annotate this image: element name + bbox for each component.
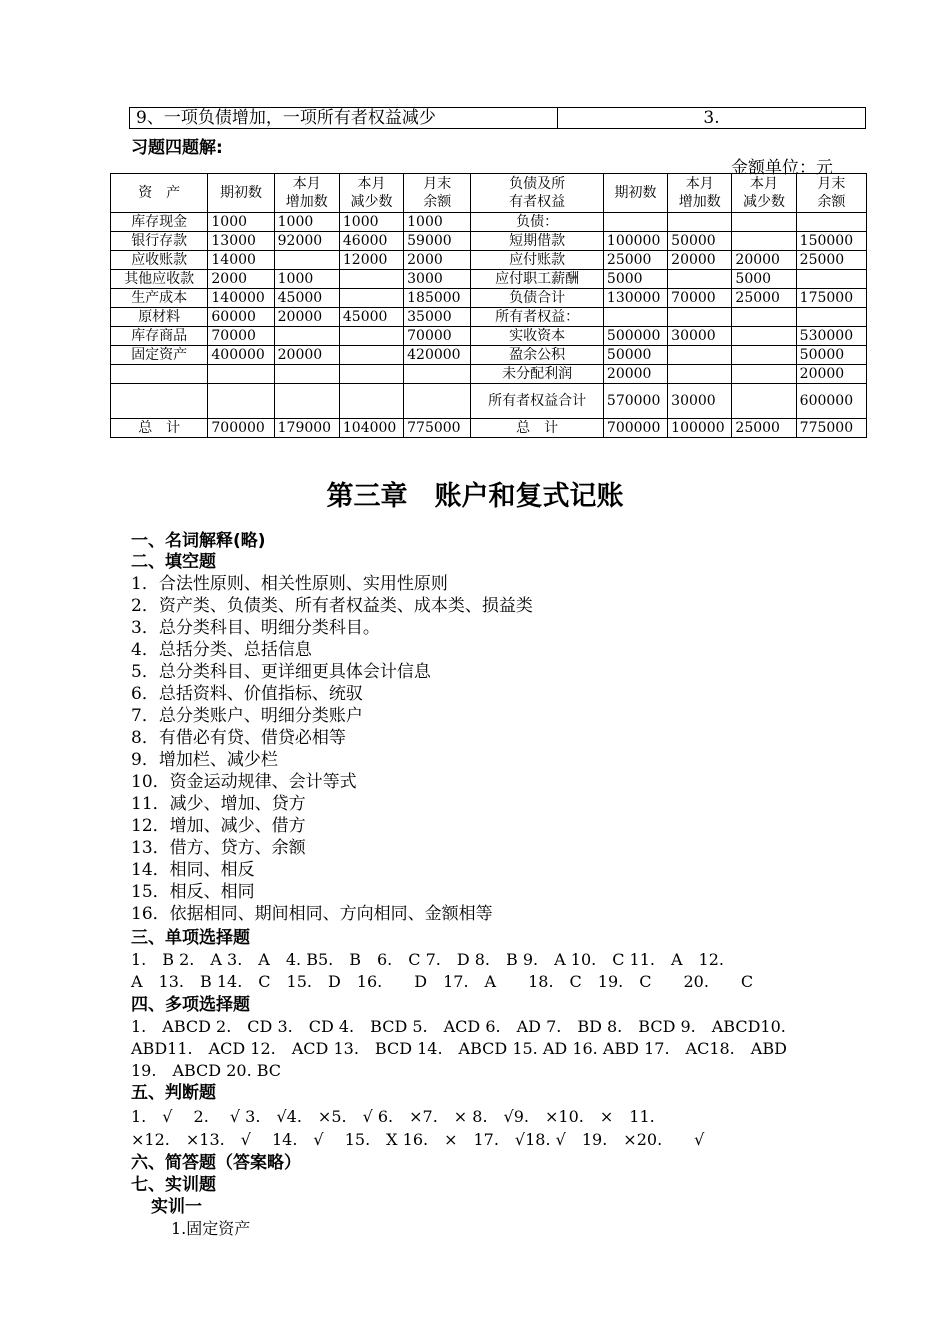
- fill-blank-item: 1．合法性原则、相关性原则、实用性原则: [131, 574, 448, 594]
- table-cell: 104000: [339, 419, 403, 438]
- table-cell: 库存商品: [111, 327, 208, 346]
- table-cell: 5000: [732, 270, 796, 289]
- table-cell: [668, 346, 732, 365]
- table-cell: 140000: [208, 289, 274, 308]
- header-cell: 本月 增加数: [668, 174, 732, 213]
- table-cell: [796, 308, 866, 327]
- table-cell: [732, 232, 796, 251]
- table-cell: 50000: [796, 346, 866, 365]
- table-cell: 5000: [603, 270, 667, 289]
- practice-sub: 实训一: [151, 1197, 202, 1217]
- fill-blank-item: 7．总分类账户、明细分类账户: [131, 706, 363, 726]
- table-cell: 短期借款: [471, 232, 604, 251]
- header-cell: 月末 余额: [796, 174, 866, 213]
- table-row: [111, 308, 867, 327]
- table-cell: 45000: [274, 289, 339, 308]
- table-row: [111, 384, 867, 419]
- table-cell: 负债：: [471, 213, 604, 232]
- fill-blank-item: 12．增加、减少、借方: [131, 816, 306, 836]
- fill-blank-item: 5．总分类科目、更详细更具体会计信息: [131, 662, 431, 682]
- single-choice-line-1: 1. B 2. A 3. A 4. B5. B 6. C 7. D 8. B 9. A 10. C 11. A 12.: [131, 950, 724, 969]
- table-cell: 1000: [404, 213, 471, 232]
- section-single-choice: 三、单项选择题: [131, 928, 250, 948]
- table-cell: 12000: [339, 251, 403, 270]
- table-cell: 50000: [603, 346, 667, 365]
- table-cell: [668, 213, 732, 232]
- top-row-right: 3.: [558, 108, 866, 129]
- table-row: [111, 213, 867, 232]
- table-row: [111, 327, 867, 346]
- multi-choice-line-2: ABD11. ACD 12. ACD 13. BCD 14. ABCD 15. AD 16. ABD 17. AC18. ABD: [131, 1039, 787, 1058]
- table-cell: 100000: [603, 232, 667, 251]
- table-cell: 14000: [208, 251, 274, 270]
- top-answer-row: [129, 107, 866, 129]
- table-cell: [111, 365, 208, 384]
- table-row: [111, 365, 867, 384]
- header-cell: 月末 余额: [404, 174, 471, 213]
- table-cell: 179000: [274, 419, 339, 438]
- header-cell: 本月 减少数: [339, 174, 403, 213]
- fill-blank-item: 6．总括资料、价值指标、统驭: [131, 684, 363, 704]
- table-cell: [339, 365, 403, 384]
- header-cell: 期初数: [603, 174, 667, 213]
- table-cell: [603, 213, 667, 232]
- table-cell: [274, 384, 339, 419]
- table-cell: 2000: [404, 251, 471, 270]
- table-cell: [668, 308, 732, 327]
- table-cell: 20000: [732, 251, 796, 270]
- fill-blank-item: 13．借方、贷方、余额: [131, 838, 306, 858]
- section-short-answer: 六、简答题（答案略）: [131, 1153, 301, 1173]
- unit-label: 金额单位：元: [731, 158, 833, 178]
- fill-blank-item: 2．资产类、负债类、所有者权益类、成本类、损益类: [131, 596, 533, 616]
- table-row: [111, 270, 867, 289]
- header-cell: 期初数: [208, 174, 274, 213]
- fill-blank-item: 16．依据相同、期间相同、方向相同、金额相等: [131, 904, 493, 924]
- exercise-title: 习题四题解:: [131, 138, 223, 158]
- table-cell: 1000: [274, 213, 339, 232]
- table-cell: 50000: [668, 232, 732, 251]
- table-cell: 570000: [603, 384, 667, 419]
- table-cell: [732, 308, 796, 327]
- table-cell: 70000: [208, 327, 274, 346]
- table-row: [111, 419, 867, 438]
- table-cell: [796, 213, 866, 232]
- header-cell: 资 产: [111, 174, 208, 213]
- fill-blank-item: 10．资金运动规律、会计等式: [131, 772, 357, 792]
- practice-item: 1.固定资产: [171, 1219, 251, 1238]
- table-cell: [339, 346, 403, 365]
- table-cell: 银行存款: [111, 232, 208, 251]
- table-row: [111, 251, 867, 270]
- table-cell: 46000: [339, 232, 403, 251]
- table-cell: 530000: [796, 327, 866, 346]
- table-cell: 盈余公积: [471, 346, 604, 365]
- table-cell: 应付账款: [471, 251, 604, 270]
- multi-choice-line-1: 1. ABCD 2. CD 3. CD 4. BCD 5. ACD 6. AD 7. BD 8. BCD 9. ABCD10.: [131, 1017, 786, 1036]
- table-cell: 70000: [668, 289, 732, 308]
- fill-blank-item: 11．减少、增加、贷方: [131, 794, 306, 814]
- balance-table: [110, 173, 867, 438]
- section-practice: 七、实训题: [131, 1175, 216, 1195]
- table-cell: 35000: [404, 308, 471, 327]
- section-multi-choice: 四、多项选择题: [131, 995, 250, 1015]
- judgment-line-2: ×12. ×13. √ 14. √ 15. X 16. × 17. √18. √ 19. ×20. √: [131, 1130, 705, 1149]
- table-cell: 20000: [796, 365, 866, 384]
- fill-blank-item: 15．相反、相同: [131, 882, 255, 902]
- table-cell: [339, 270, 403, 289]
- table-cell: [339, 289, 403, 308]
- table-cell: 100000: [668, 419, 732, 438]
- table-cell: 92000: [274, 232, 339, 251]
- table-cell: [668, 270, 732, 289]
- table-cell: [732, 327, 796, 346]
- single-choice-line-2: A 13. B 14. C 15. D 16. D 17. A 18. C 19. C 20. C: [131, 972, 754, 991]
- header-cell: 本月 增加数: [274, 174, 339, 213]
- table-cell: 775000: [404, 419, 471, 438]
- fill-blank-item: 9．增加栏、减少栏: [131, 750, 278, 770]
- multi-choice-line-3: 19. ABCD 20. BC: [131, 1061, 282, 1080]
- table-cell: 175000: [796, 289, 866, 308]
- table-cell: [339, 384, 403, 419]
- table-cell: 总 计: [471, 419, 604, 438]
- table-cell: 400000: [208, 346, 274, 365]
- table-cell: [339, 327, 403, 346]
- table-cell: 1000: [274, 270, 339, 289]
- table-cell: [732, 346, 796, 365]
- section-judgment: 五、判断题: [131, 1083, 216, 1103]
- table-cell: [208, 365, 274, 384]
- table-cell: [796, 270, 866, 289]
- table-cell: 所有者权益合计: [471, 384, 604, 419]
- table-cell: 3000: [404, 270, 471, 289]
- table-cell: 固定资产: [111, 346, 208, 365]
- table-cell: 30000: [668, 327, 732, 346]
- header-cell: 本月 减少数: [732, 174, 796, 213]
- table-row: [111, 289, 867, 308]
- table-cell: 未分配利润: [471, 365, 604, 384]
- table-cell: [274, 365, 339, 384]
- table-cell: 总 计: [111, 419, 208, 438]
- table-cell: 420000: [404, 346, 471, 365]
- table-cell: 700000: [603, 419, 667, 438]
- table-cell: 负债合计: [471, 289, 604, 308]
- table-cell: 应收账款: [111, 251, 208, 270]
- table-cell: 库存现金: [111, 213, 208, 232]
- table-cell: [668, 365, 732, 384]
- table-cell: 原材料: [111, 308, 208, 327]
- table-cell: 20000: [274, 308, 339, 327]
- table-cell: 130000: [603, 289, 667, 308]
- table-cell: 1000: [339, 213, 403, 232]
- table-cell: 应付职工薪酬: [471, 270, 604, 289]
- table-cell: [404, 365, 471, 384]
- table-row: [111, 346, 867, 365]
- table-cell: 20000: [274, 346, 339, 365]
- judgment-line-1: 1. √ 2. √ 3. √4. ×5. √ 6. ×7. × 8. √9. ×10. × 11.: [131, 1107, 655, 1126]
- table-cell: 185000: [404, 289, 471, 308]
- table-cell: 20000: [668, 251, 732, 270]
- table-cell: 25000: [603, 251, 667, 270]
- table-cell: 1000: [208, 213, 274, 232]
- table-cell: 60000: [208, 308, 274, 327]
- table-cell: [274, 251, 339, 270]
- fill-blank-item: 8．有借必有贷、借贷必相等: [131, 728, 346, 748]
- table-cell: [732, 365, 796, 384]
- table-cell: 45000: [339, 308, 403, 327]
- table-row: [111, 232, 867, 251]
- table-cell: [404, 384, 471, 419]
- table-cell: 600000: [796, 384, 866, 419]
- table-cell: 700000: [208, 419, 274, 438]
- table-cell: 500000: [603, 327, 667, 346]
- section-definitions: 一、名词解释(略): [131, 531, 266, 551]
- table-cell: 70000: [404, 327, 471, 346]
- table-cell: 25000: [732, 419, 796, 438]
- table-cell: 2000: [208, 270, 274, 289]
- table-cell: 实收资本: [471, 327, 604, 346]
- table-cell: [111, 384, 208, 419]
- top-row-left: 9、一项负债增加，一项所有者权益减少: [130, 108, 558, 129]
- table-cell: 25000: [732, 289, 796, 308]
- table-cell: [208, 384, 274, 419]
- table-cell: 59000: [404, 232, 471, 251]
- fill-blank-item: 14．相同、相反: [131, 860, 255, 880]
- chapter-title: 第三章 账户和复式记账: [326, 481, 624, 512]
- table-cell: 150000: [796, 232, 866, 251]
- table-header-row: [111, 174, 867, 213]
- table-cell: 30000: [668, 384, 732, 419]
- section-fill-blanks: 二、填空题: [131, 552, 216, 572]
- table-cell: 20000: [603, 365, 667, 384]
- table-cell: [732, 384, 796, 419]
- table-cell: 其他应收款: [111, 270, 208, 289]
- table-cell: 13000: [208, 232, 274, 251]
- table-cell: 所有者权益：: [471, 308, 604, 327]
- table-cell: [603, 308, 667, 327]
- fill-blank-item: 4．总括分类、总括信息: [131, 640, 312, 660]
- header-cell: 负债及所 有者权益: [471, 174, 604, 213]
- table-cell: [732, 213, 796, 232]
- table-cell: 775000: [796, 419, 866, 438]
- table-cell: 25000: [796, 251, 866, 270]
- fill-blank-item: 3．总分类科目、明细分类科目。: [131, 618, 380, 638]
- table-cell: 生产成本: [111, 289, 208, 308]
- table-cell: [274, 327, 339, 346]
